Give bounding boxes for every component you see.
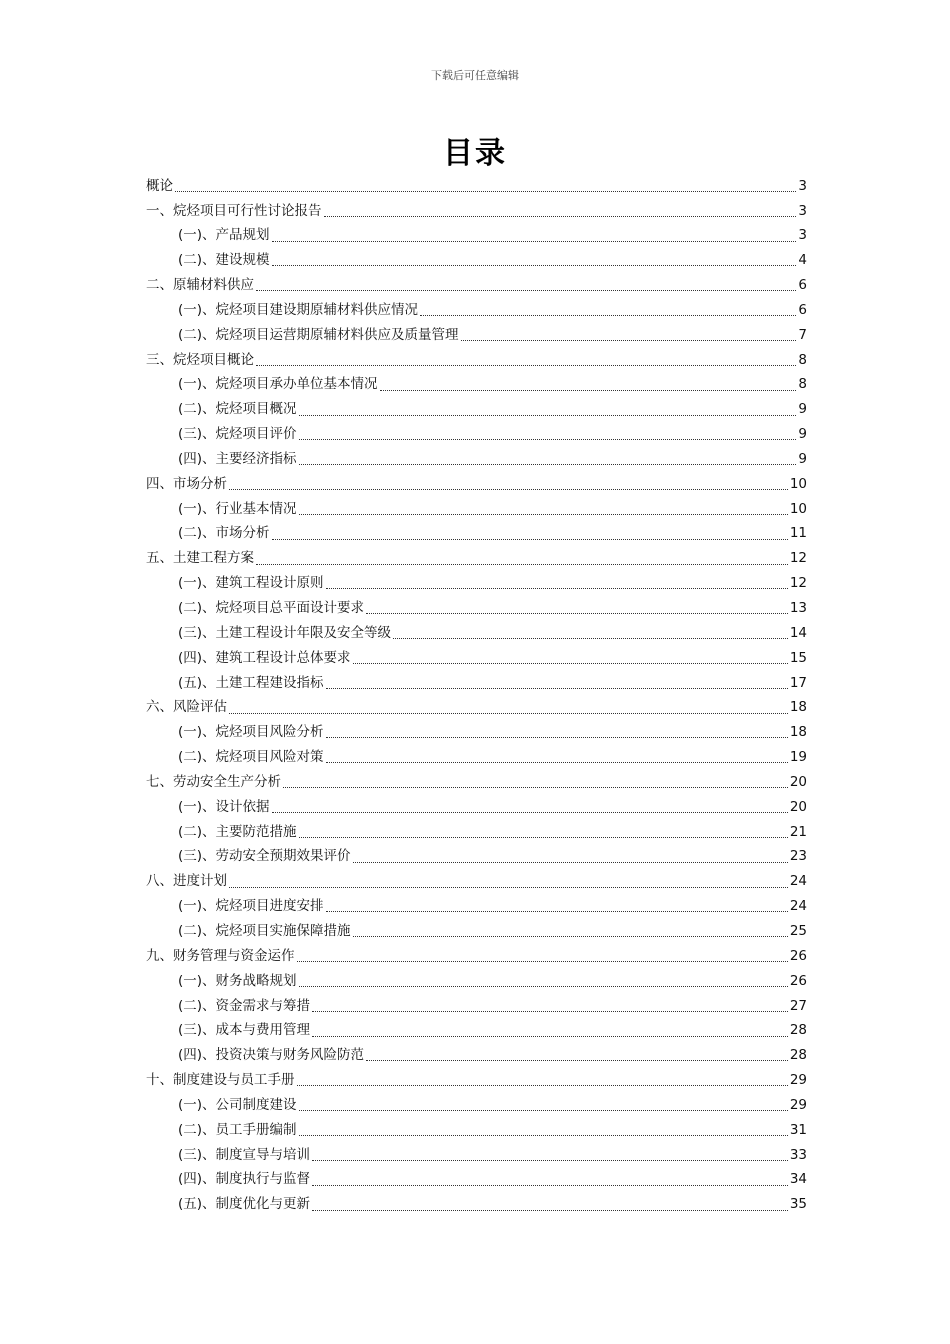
toc-entry-label: (三)、土建工程设计年限及安全等级: [178, 624, 392, 641]
toc-entry-label: (四)、建筑工程设计总体要求: [178, 649, 351, 666]
toc-page-number: 28: [789, 1022, 807, 1039]
toc-dot-leader: [312, 1210, 788, 1211]
toc-entry-label: (三)、制度宣导与培训: [178, 1146, 311, 1163]
toc-entry-label: (一)、烷烃项目建设期原辅材料供应情况: [178, 301, 419, 318]
toc-dot-leader: [229, 489, 788, 490]
toc-subentry[interactable]: [146, 224, 807, 249]
toc-page-number: 17: [789, 674, 807, 691]
toc-dot-leader: [229, 887, 788, 888]
toc-subentry[interactable]: [146, 373, 807, 398]
toc-page-number: 18: [789, 724, 807, 741]
toc-page-number: 19: [789, 749, 807, 766]
toc-page-number: 27: [789, 997, 807, 1014]
toc-subentry[interactable]: [146, 572, 807, 597]
toc-dot-leader: [272, 812, 788, 813]
toc-entry-label: (一)、设计依据: [178, 798, 270, 815]
toc-subentry[interactable]: [146, 994, 807, 1019]
toc-entry[interactable]: [146, 1068, 807, 1093]
toc-page-number: 6: [798, 301, 807, 318]
toc-entry[interactable]: [146, 273, 807, 298]
toc-subentry[interactable]: [146, 621, 807, 646]
toc-entry-label: (三)、劳动安全预期效果评价: [178, 848, 351, 865]
toc-page-number: 26: [789, 947, 807, 964]
toc-subentry[interactable]: [146, 249, 807, 274]
toc-subentry[interactable]: [146, 820, 807, 845]
toc-page-number: 3: [798, 227, 807, 244]
toc-dot-leader: [420, 315, 796, 316]
toc-subentry[interactable]: [146, 745, 807, 770]
toc-page-number: 3: [798, 177, 807, 194]
toc-page-number: 31: [789, 1121, 807, 1138]
toc-entry-label: (一)、烷烃项目风险分析: [178, 724, 324, 741]
toc-dot-leader: [326, 911, 788, 912]
toc-entry[interactable]: [146, 870, 807, 895]
toc-subentry[interactable]: [146, 671, 807, 696]
toc-entry-label: (二)、建设规模: [178, 252, 270, 269]
toc-entry-label: (一)、烷烃项目承办单位基本情况: [178, 376, 378, 393]
toc-subentry[interactable]: [146, 1143, 807, 1168]
toc-page-number: 20: [789, 773, 807, 790]
toc-entry-label: 一、烷烃项目可行性讨论报告: [146, 202, 322, 219]
toc-entry-label: 四、市场分析: [146, 475, 227, 492]
toc-dot-leader: [299, 986, 788, 987]
toc-entry[interactable]: [146, 696, 807, 721]
toc-dot-leader: [272, 265, 797, 266]
toc-entry-label: 五、土建工程方案: [146, 550, 254, 567]
toc-dot-leader: [366, 1060, 788, 1061]
toc-page-number: 15: [789, 649, 807, 666]
toc-entry-label: 六、风险评估: [146, 699, 227, 716]
toc-subentry[interactable]: [146, 646, 807, 671]
toc-dot-leader: [366, 613, 788, 614]
toc-page-number: 8: [798, 376, 807, 393]
toc-page-number: 4: [798, 252, 807, 269]
toc-page-number: 9: [798, 401, 807, 418]
toc-page-number: 6: [798, 277, 807, 294]
toc-dot-leader: [299, 1110, 788, 1111]
page-title: 目录: [443, 136, 507, 171]
toc-entry-label: (二)、员工手册编制: [178, 1121, 297, 1138]
toc-dot-leader: [353, 936, 788, 937]
toc-dot-leader: [312, 1036, 788, 1037]
toc-page-number: 23: [789, 848, 807, 865]
toc-page-number: 29: [789, 1096, 807, 1113]
toc-dot-leader: [312, 1185, 788, 1186]
toc-page-number: 35: [789, 1196, 807, 1213]
toc-dot-leader: [175, 191, 796, 192]
toc-dot-leader: [461, 340, 797, 341]
toc-entry-label: 二、原辅材料供应: [146, 277, 254, 294]
toc-page-number: 13: [789, 600, 807, 617]
toc-entry-label: 三、烷烃项目概论: [146, 351, 254, 368]
toc-page-number: 3: [798, 202, 807, 219]
toc-entry-label: (一)、建筑工程设计原则: [178, 575, 324, 592]
toc-page-number: 24: [789, 898, 807, 915]
toc-subentry[interactable]: [146, 1118, 807, 1143]
toc-dot-leader: [312, 1011, 788, 1012]
toc-page-number: 29: [789, 1072, 807, 1089]
toc-entry-label: (四)、投资决策与财务风险防范: [178, 1047, 365, 1064]
toc-subentry[interactable]: [146, 1044, 807, 1069]
toc-entry-label: (五)、制度优化与更新: [178, 1196, 311, 1213]
toc-entry-label: (二)、烷烃项目总平面设计要求: [178, 600, 365, 617]
toc-dot-leader: [353, 663, 788, 664]
toc-subentry[interactable]: [146, 1093, 807, 1118]
toc-subentry[interactable]: [146, 447, 807, 472]
toc-entry-label: (二)、市场分析: [178, 525, 270, 542]
toc-dot-leader: [324, 216, 797, 217]
toc-dot-leader: [256, 564, 788, 565]
toc-dot-leader: [299, 439, 797, 440]
toc-subentry[interactable]: [146, 721, 807, 746]
toc-dot-leader: [299, 837, 788, 838]
toc-entry-label: 九、财务管理与资金运作: [146, 947, 295, 964]
toc-entry[interactable]: [146, 547, 807, 572]
toc-page-number: 34: [789, 1171, 807, 1188]
toc-dot-leader: [353, 862, 788, 863]
toc-page-number: 33: [789, 1146, 807, 1163]
toc-dot-leader: [326, 588, 788, 589]
toc-entry-label: (五)、土建工程建设指标: [178, 674, 324, 691]
toc-subentry[interactable]: [146, 323, 807, 348]
toc-page-number: 26: [789, 972, 807, 989]
toc-page-number: 11: [789, 525, 807, 542]
toc-entry-label: (一)、公司制度建设: [178, 1096, 297, 1113]
toc-entry[interactable]: [146, 944, 807, 969]
toc-entry-label: (二)、烷烃项目实施保障措施: [178, 922, 351, 939]
toc-subentry[interactable]: [146, 497, 807, 522]
toc-subentry[interactable]: [146, 795, 807, 820]
toc-subentry[interactable]: [146, 596, 807, 621]
toc-entry-label: (三)、成本与费用管理: [178, 1022, 311, 1039]
toc-subentry[interactable]: [146, 894, 807, 919]
toc-dot-leader: [299, 464, 797, 465]
toc-entry-label: 概论: [146, 177, 173, 194]
toc-dot-leader: [272, 241, 797, 242]
toc-dot-leader: [326, 688, 788, 689]
toc-entry-label: (四)、主要经济指标: [178, 450, 297, 467]
toc-dot-leader: [299, 514, 788, 515]
toc-subentry[interactable]: [146, 919, 807, 944]
toc-subentry[interactable]: [146, 845, 807, 870]
toc-page-number: 8: [798, 351, 807, 368]
toc-page-number: 25: [789, 922, 807, 939]
toc-dot-leader: [326, 762, 788, 763]
toc-dot-leader: [297, 961, 788, 962]
toc-page-number: 10: [789, 500, 807, 517]
toc-dot-leader: [229, 713, 788, 714]
toc-entry[interactable]: [146, 174, 807, 199]
toc-dot-leader: [380, 390, 797, 391]
toc-subentry[interactable]: [146, 1193, 807, 1218]
toc-page-number: 18: [789, 699, 807, 716]
toc-entry-label: (二)、资金需求与筹措: [178, 997, 311, 1014]
table-of-contents: [146, 174, 807, 1217]
toc-page-number: 24: [789, 873, 807, 890]
toc-dot-leader: [299, 415, 797, 416]
toc-entry-label: (二)、烷烃项目运营期原辅材料供应及质量管理: [178, 326, 459, 343]
toc-dot-leader: [393, 638, 788, 639]
toc-entry-label: 十、制度建设与员工手册: [146, 1072, 295, 1089]
toc-page-number: 12: [789, 550, 807, 567]
toc-dot-leader: [256, 290, 796, 291]
toc-entry-label: 七、劳动安全生产分析: [146, 773, 281, 790]
page-header-note: 下载后可任意编辑: [431, 69, 519, 82]
toc-page-number: 9: [798, 426, 807, 443]
toc-entry-label: (二)、烷烃项目风险对策: [178, 749, 324, 766]
toc-page-number: 7: [798, 326, 807, 343]
toc-page-number: 28: [789, 1047, 807, 1064]
toc-dot-leader: [326, 737, 788, 738]
toc-page-number: 14: [789, 624, 807, 641]
toc-page-number: 9: [798, 450, 807, 467]
toc-subentry[interactable]: [146, 298, 807, 323]
toc-dot-leader: [312, 1160, 788, 1161]
toc-dot-leader: [272, 539, 788, 540]
toc-entry[interactable]: [146, 472, 807, 497]
toc-subentry[interactable]: [146, 969, 807, 994]
toc-entry-label: (四)、制度执行与监督: [178, 1171, 311, 1188]
toc-page-number: 21: [789, 823, 807, 840]
toc-dot-leader: [256, 365, 796, 366]
toc-dot-leader: [299, 1135, 788, 1136]
toc-entry[interactable]: [146, 348, 807, 373]
toc-page-number: 10: [789, 475, 807, 492]
toc-entry-label: (一)、财务战略规划: [178, 972, 297, 989]
toc-subentry[interactable]: [146, 398, 807, 423]
toc-entry-label: (一)、产品规划: [178, 227, 270, 244]
toc-subentry[interactable]: [146, 1019, 807, 1044]
toc-entry-label: (二)、主要防范措施: [178, 823, 297, 840]
toc-entry-label: (二)、烷烃项目概况: [178, 401, 297, 418]
toc-page-number: 12: [789, 575, 807, 592]
toc-entry-label: (三)、烷烃项目评价: [178, 426, 297, 443]
toc-entry-label: 八、进度计划: [146, 873, 227, 890]
toc-entry-label: (一)、行业基本情况: [178, 500, 297, 517]
toc-subentry[interactable]: [146, 422, 807, 447]
toc-subentry[interactable]: [146, 522, 807, 547]
toc-entry[interactable]: [146, 770, 807, 795]
toc-entry-label: (一)、烷烃项目进度安排: [178, 898, 324, 915]
toc-dot-leader: [297, 1085, 788, 1086]
toc-subentry[interactable]: [146, 1168, 807, 1193]
toc-dot-leader: [283, 787, 788, 788]
toc-entry[interactable]: [146, 199, 807, 224]
toc-page-number: 20: [789, 798, 807, 815]
